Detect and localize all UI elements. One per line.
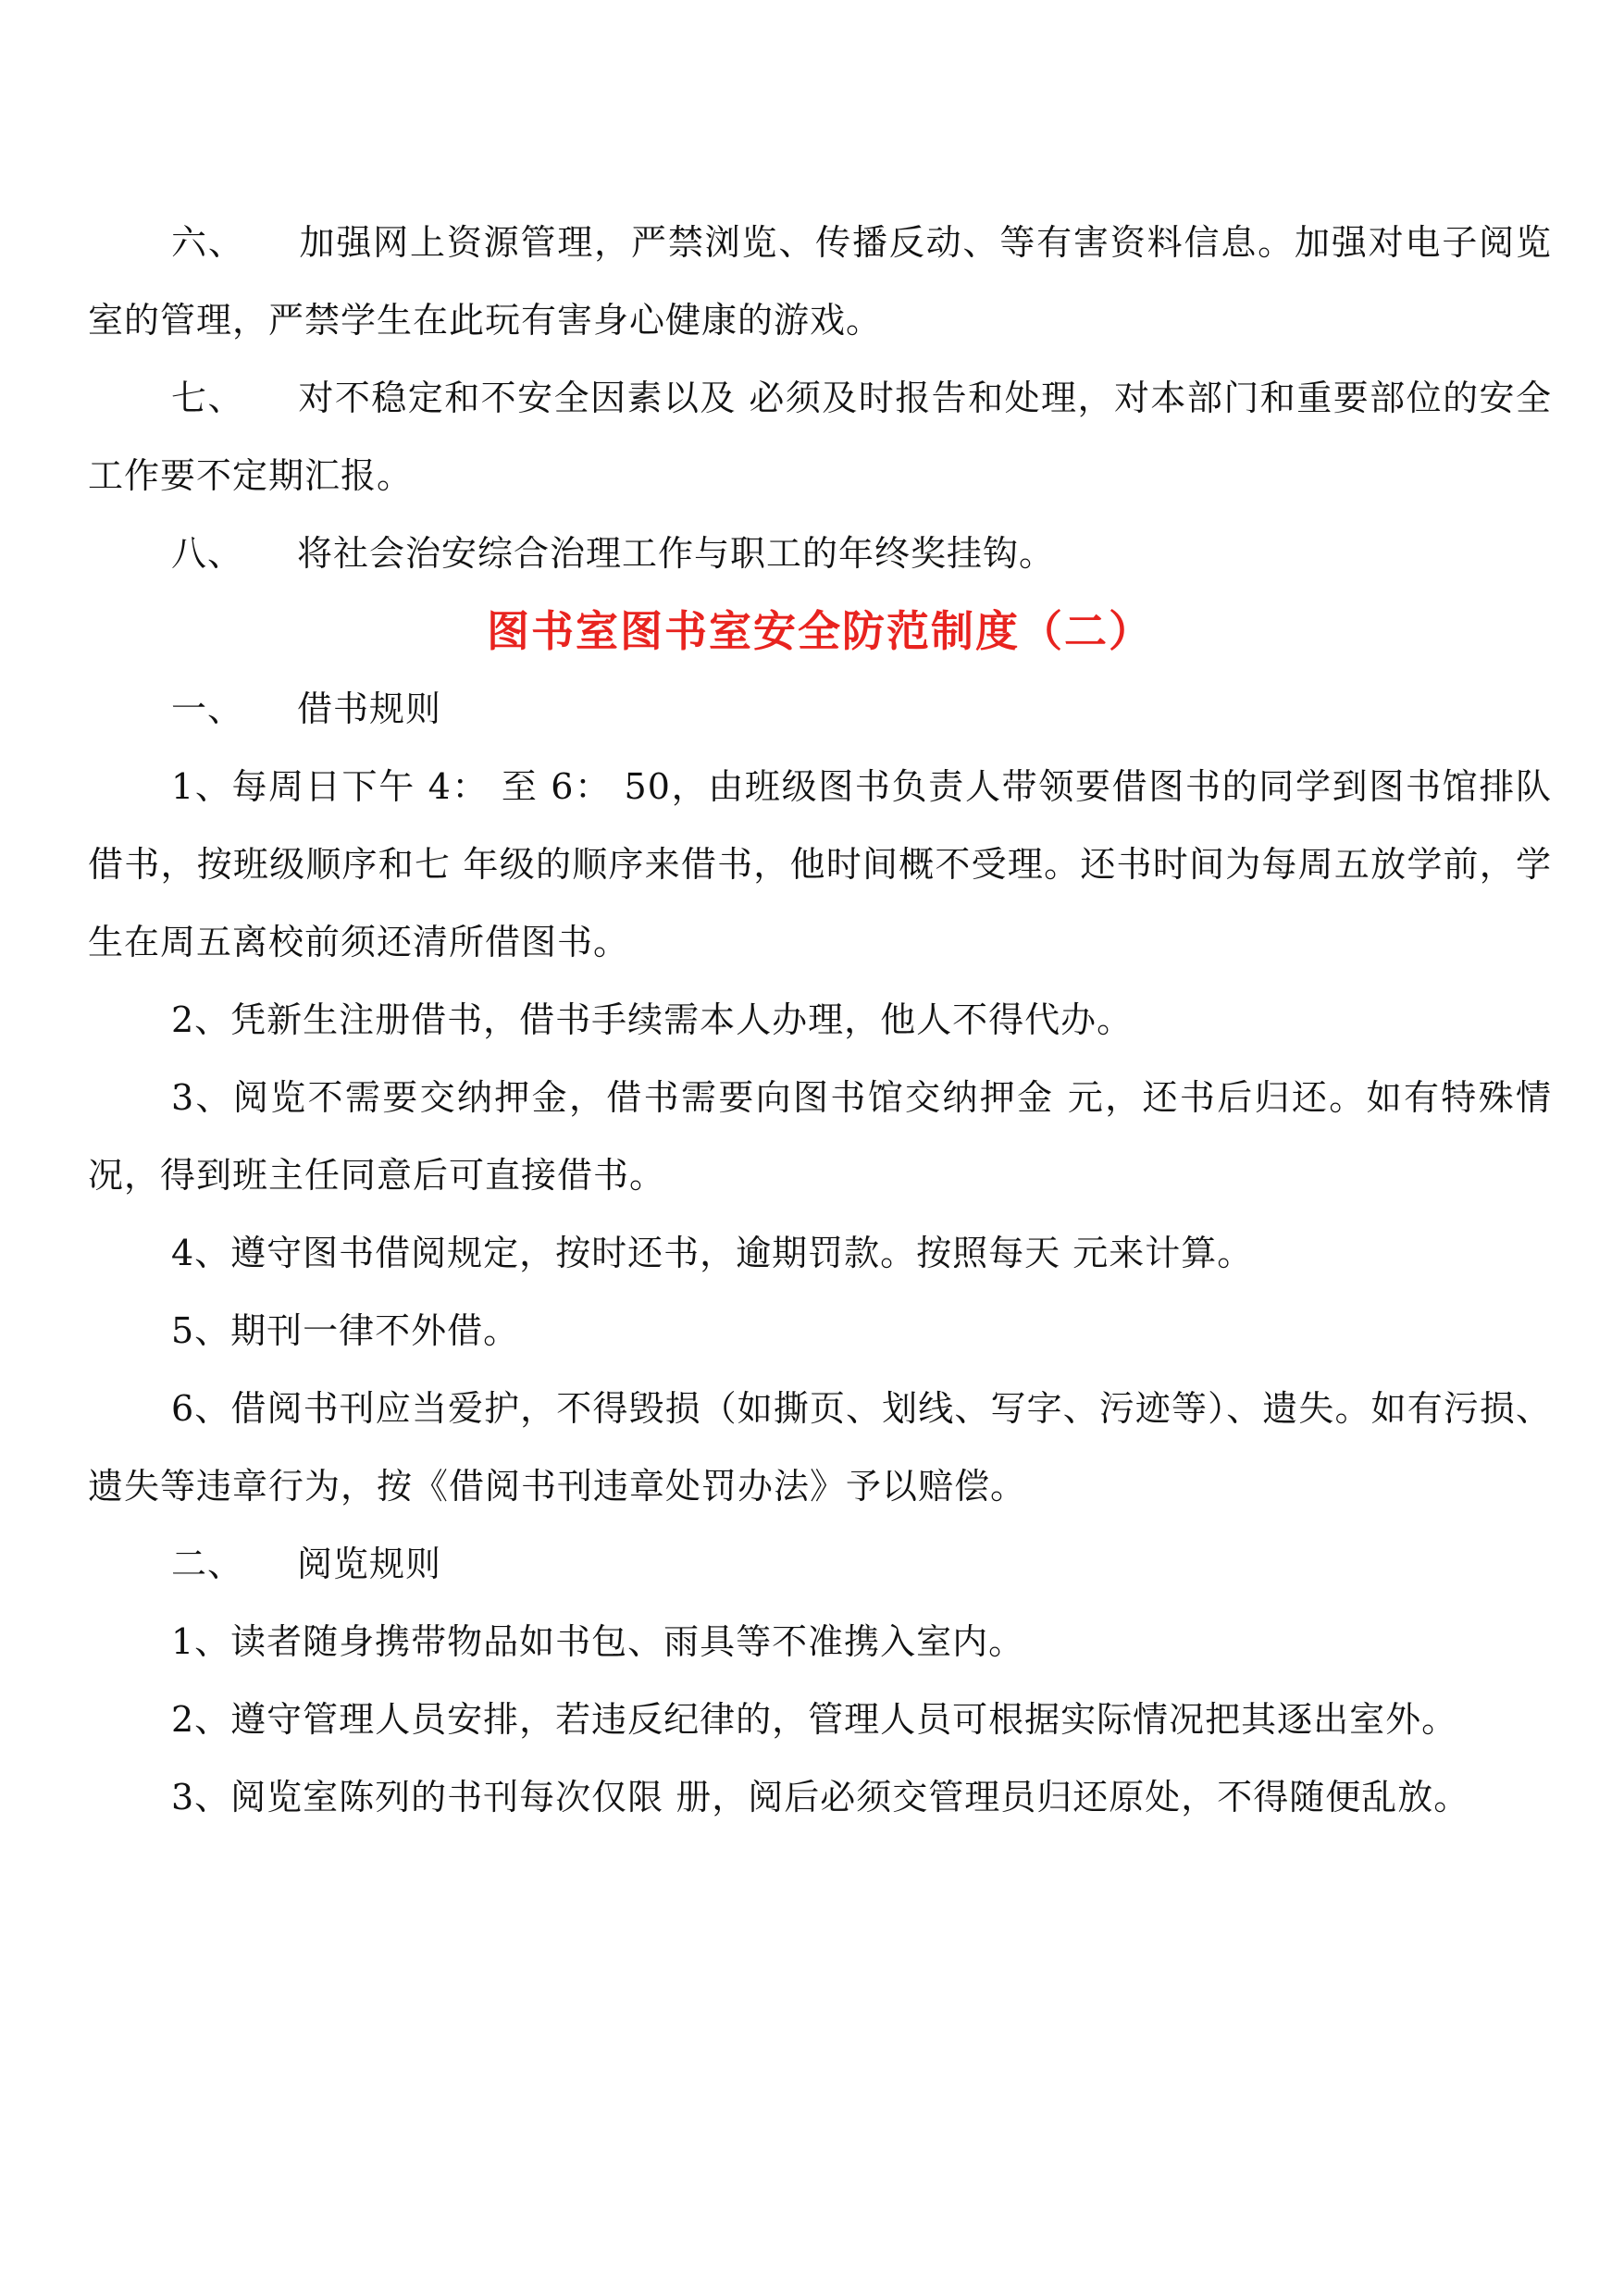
section-1-item: 2、凭新生注册借书，借书手续需本人办理，他人不得代办。: [171, 999, 1134, 1040]
section-2-number: 二、: [171, 1544, 244, 1584]
section-2-item: 2、遵守管理人员安排，若违反纪律的，管理人员可根据实际情况把其逐出室外。: [171, 1699, 1458, 1740]
section-2-item: 3、阅览室陈列的书刊每次仅限 册，阅后必须交管理员归还原处，不得随便乱放。: [171, 1777, 1470, 1817]
document-title: 图书室图书室安全防范制度（二）: [487, 606, 1153, 656]
paragraph-8-text: 将社会治安综合治理工作与职工的年终奖挂钩。: [297, 533, 1056, 574]
section-1-item: 3、阅览不需要交纳押金，借书需要向图书馆交纳押金 元，还书后归还。如有特殊情况，得到班主任同意后可直接借书。: [88, 1077, 1552, 1196]
paragraph-7-number: 七、: [171, 378, 244, 418]
paragraph-6-text: 加强网上资源管理，严禁浏览、传播反动、等有害资料信息。加强对电子阅览室的管理，严禁学生在此玩有害身心健康的游戏。: [88, 222, 1552, 341]
paragraph-8-number: 八、: [171, 533, 244, 574]
section-1-item: 4、遵守图书借阅规定，按时还书，逾期罚款。按照每天 元来计算。: [171, 1233, 1254, 1273]
section-2-item: 1、读者随身携带物品如书包、雨具等不准携入室内。: [171, 1621, 1025, 1662]
section-1-heading: [88, 670, 1552, 748]
paragraph-6-number: 六、: [171, 222, 245, 263]
section-1-number: 一、: [171, 688, 244, 729]
section-1-item: 1、每周日下午 4： 至 6： 50，由班级图书负责人带领要借图书的同学到图书馆排队借书，按班级顺序和七 年级的顺序来借书，他时间概不受理。还书时间为每周五放学前，学生在周五离校前须还清所借图书。: [88, 766, 1552, 962]
paragraph-6: [88, 204, 1552, 359]
document-body: [88, 204, 1552, 1836]
paragraph-7-text: 对不稳定和不安全因素以及 必须及时报告和处理，对本部门和重要部位的安全工作要不定期汇报。: [88, 378, 1552, 496]
section-1-item: 6、借阅书刊应当爱护，不得毁损（如撕页、划线、写字、污迹等）、遗失。如有污损、遗失等违章行为，按《借阅书刊违章处罚办法》予以赔偿。: [88, 1388, 1552, 1507]
section-1-title: 借书规则: [297, 688, 442, 729]
section-2-title: 阅览规则: [297, 1544, 442, 1584]
section-1-item: 5、期刊一律不外借。: [171, 1310, 520, 1351]
paragraph-8: [88, 515, 1552, 592]
section-2-heading: [88, 1525, 1552, 1603]
paragraph-7: [88, 359, 1552, 515]
